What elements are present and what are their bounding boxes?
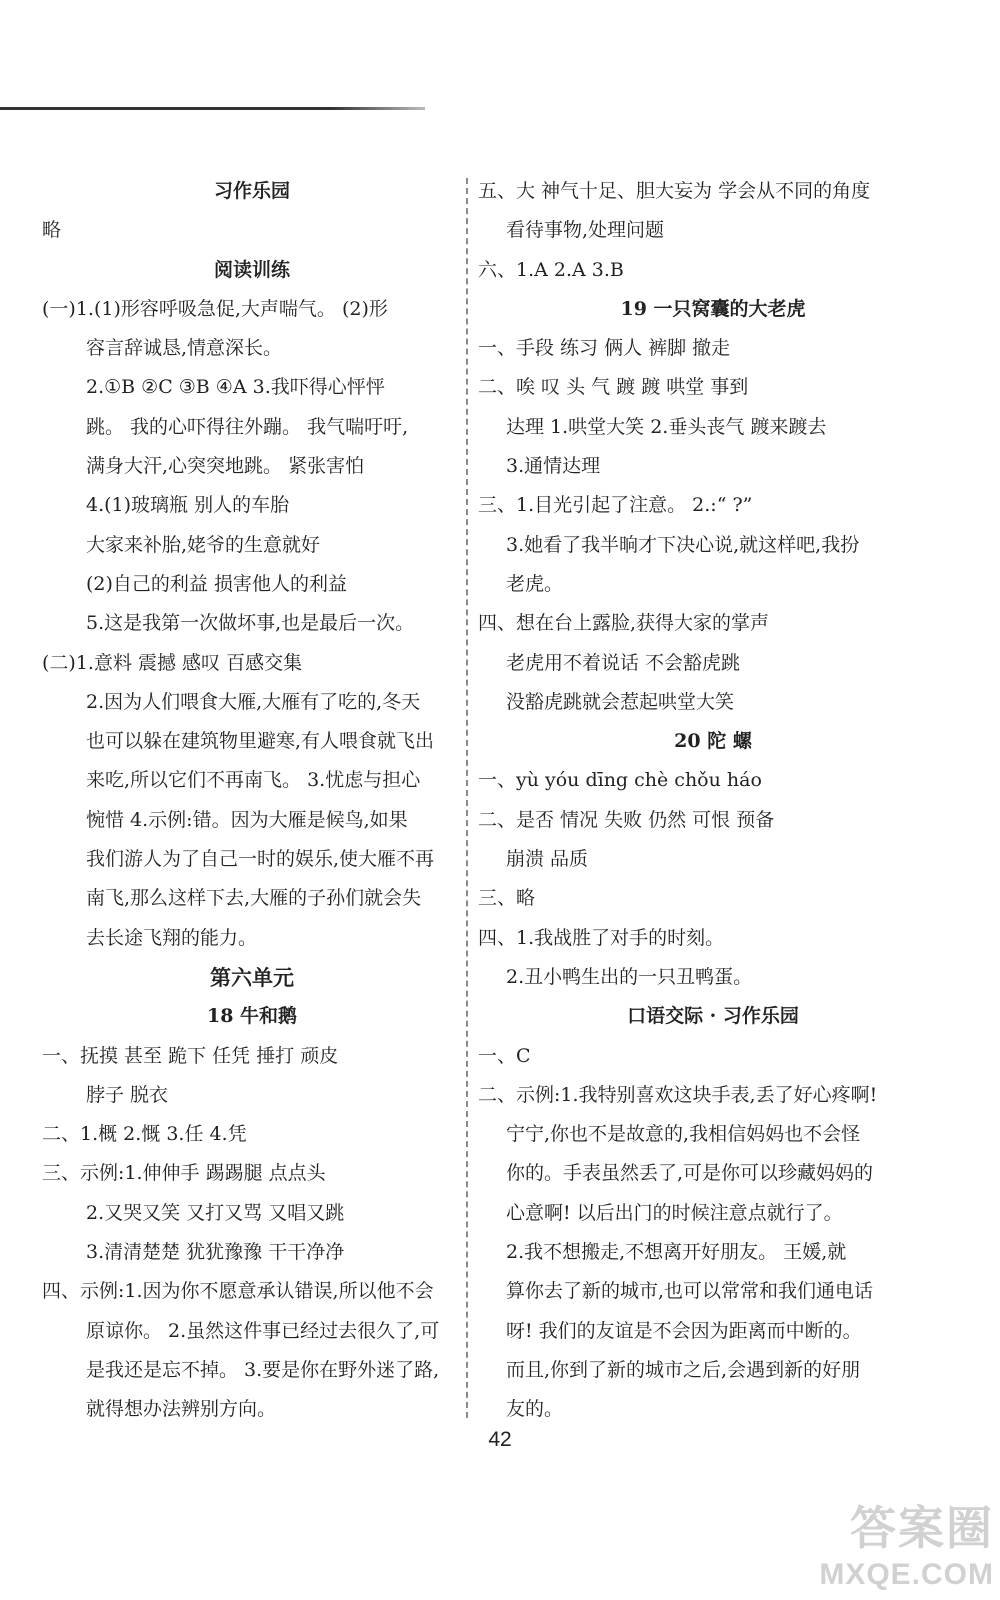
text-line: 略 bbox=[42, 219, 62, 242]
text-line: 惋惜 4.示例:错。因为大雁是候鸟,如果 bbox=[86, 808, 408, 831]
text-line: 友的。 bbox=[506, 1398, 564, 1421]
text-line: 六、1.A 2.A 3.B bbox=[478, 258, 624, 281]
text-line: 脖子 脱衣 bbox=[86, 1083, 169, 1106]
text-line: 没豁虎跳就会惹起哄堂大笑 bbox=[506, 690, 735, 713]
text-line: 去长途飞翔的能力。 bbox=[86, 926, 258, 949]
text-line: (一)1.(1)形容呼吸急促,大声喘气。 (2)形 bbox=[42, 297, 388, 320]
text-line: 南飞,那么这样下去,大雁的子孙们就会失 bbox=[86, 887, 422, 910]
text-line: 原谅你。 2.虽然这件事已经过去很久了,可 bbox=[86, 1319, 440, 1342]
lesson-title: 19 一只窝囊的大老虎 bbox=[620, 297, 806, 320]
lesson-title: 18 牛和鹅 bbox=[206, 1005, 298, 1028]
text-line: (二)1.意料 震撼 感叹 百感交集 bbox=[42, 651, 303, 674]
text-line: 二、是否 情况 失败 仍然 可恨 预备 bbox=[478, 808, 775, 831]
text-line: 心意啊! 以后出门的时候注意点就行了。 bbox=[506, 1201, 843, 1224]
right-column bbox=[478, 172, 948, 1430]
page-number: 42 bbox=[488, 1428, 512, 1451]
text-line: 四、1.我战胜了对手的时刻。 bbox=[478, 926, 725, 949]
text-line: 达理 1.哄堂大笑 2.垂头丧气 踱来踱去 bbox=[506, 415, 827, 438]
text-line: 呀! 我们的友谊是不会因为距离而中断的。 bbox=[506, 1319, 862, 1342]
text-line: 我们游人为了自己一时的娱乐,使大雁不再 bbox=[86, 848, 435, 871]
text-line: 3.清清楚楚 犹犹豫豫 干干净净 bbox=[86, 1241, 345, 1264]
text-line: 老虎用不着说话 不会豁虎跳 bbox=[506, 651, 741, 674]
text-line: 容言辞诚恳,情意深长。 bbox=[86, 337, 283, 360]
text-line: 五、大 神气十足、胆大妄为 学会从不同的角度 bbox=[478, 180, 871, 202]
section-title: 阅读训练 bbox=[213, 258, 290, 281]
text-line: 一、C bbox=[478, 1044, 531, 1067]
text-line: 2.又哭又笑 又打又骂 又唱又跳 bbox=[86, 1201, 345, 1224]
text-line: 二、示例:1.我特别喜欢这块手表,丢了好心疼啊! bbox=[478, 1083, 878, 1106]
text-line: 跳。 我的心吓得往外蹦。 我气喘吁吁, bbox=[86, 415, 409, 438]
watermark-sub: MXQE.COM bbox=[819, 1558, 994, 1591]
text-line: 算你去了新的城市,也可以常常和我们通电话 bbox=[506, 1280, 874, 1303]
text-line: 5.这是我第一次做坏事,也是最后一次。 bbox=[86, 612, 415, 635]
text-line: 来吃,所以它们不再南飞。 3.忧虑与担心 bbox=[86, 769, 421, 792]
watermark-logo bbox=[819, 1492, 994, 1592]
text-line: 就得想办法辨别方向。 bbox=[86, 1398, 277, 1421]
text-line: 2.丑小鸭生出的一只丑鸭蛋。 bbox=[506, 965, 753, 988]
text-line: 崩溃 品质 bbox=[506, 848, 589, 871]
text-line: 3.通情达理 bbox=[506, 455, 601, 478]
lesson-title: 20 陀 螺 bbox=[674, 730, 752, 753]
text-line: (2)自己的利益 损害他人的利益 bbox=[86, 572, 347, 595]
watermark-main: 答案圈 bbox=[850, 1502, 994, 1554]
left-column bbox=[42, 172, 462, 1430]
text-line: 四、想在台上露脸,获得大家的掌声 bbox=[478, 612, 770, 635]
text-line: 满身大汗,心突突地跳。 紧张害怕 bbox=[86, 455, 365, 478]
text-line: 大家来补胎,姥爷的生意就好 bbox=[86, 533, 321, 556]
text-line: 三、示例:1.伸伸手 踢踢腿 点点头 bbox=[42, 1162, 326, 1185]
text-line: 看待事物,处理问题 bbox=[506, 219, 665, 242]
text-line: 三、略 bbox=[478, 887, 536, 910]
unit-title: 第六单元 bbox=[210, 964, 294, 990]
text-line: 一、手段 练习 俩人 裤脚 撤走 bbox=[478, 337, 731, 360]
text-line: 你的。手表虽然丢了,可是你可以珍藏妈妈的 bbox=[506, 1162, 874, 1185]
text-line: 三、1.目光引起了注意。 2.:“ ?” bbox=[478, 494, 753, 517]
text-line: 4.(1)玻璃瓶 别人的车胎 bbox=[86, 494, 290, 517]
text-line: 而且,你到了新的城市之后,会遇到新的好朋 bbox=[506, 1358, 861, 1381]
text-line: 宁宁,你也不是故意的,我相信妈妈也不会怪 bbox=[506, 1123, 861, 1146]
text-line: 一、抚摸 甚至 跪下 任凭 捶打 顽皮 bbox=[42, 1044, 339, 1067]
text-line: 也可以躲在建筑物里避寒,有人喂食就飞出 bbox=[86, 730, 435, 753]
text-line: 2.因为人们喂食大雁,大雁有了吃的,冬天 bbox=[86, 690, 421, 713]
text-line: 二、1.概 2.慨 3.任 4.凭 bbox=[42, 1123, 247, 1146]
text-line: 四、示例:1.因为你不愿意承认错误,所以他不会 bbox=[42, 1280, 434, 1303]
text-line: 一、yù yóu dīng chè chǒu háo bbox=[478, 769, 762, 792]
text-line: 老虎。 bbox=[506, 572, 564, 595]
text-line: 2.①B ②C ③B ④A 3.我吓得心怦怦 bbox=[86, 376, 385, 399]
section-title: 口语交际 · 习作乐园 bbox=[627, 1005, 799, 1028]
text-line: 是我还是忘不掉。 3.要是你在野外迷了路, bbox=[86, 1358, 440, 1381]
text-line: 二、唉 叹 头 气 踱 踱 哄堂 事到 bbox=[478, 376, 749, 399]
text-line: 3.她看了我半晌才下决心说,就这样吧,我扮 bbox=[506, 533, 860, 556]
column-divider bbox=[466, 178, 468, 1418]
section-title: 习作乐园 bbox=[213, 180, 290, 202]
text-line: 2.我不想搬走,不想离开好朋友。 王媛,就 bbox=[506, 1241, 847, 1264]
top-rule bbox=[0, 107, 425, 110]
